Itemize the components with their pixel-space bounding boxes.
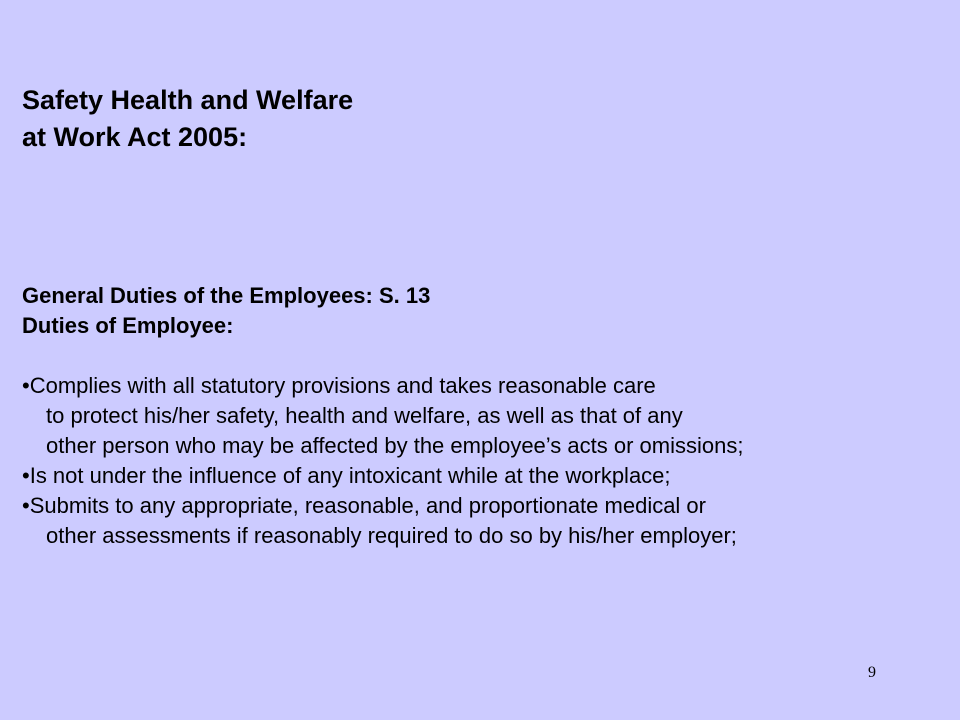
bullet-line: •Complies with all statutory provisions and takes reasonable care <box>22 373 656 398</box>
bullet-item <box>22 461 942 491</box>
spacer <box>22 341 942 371</box>
title-line-1: Safety Health and Welfare <box>22 85 354 115</box>
section-heading: General Duties of the Employees: S. 13 <box>22 283 431 308</box>
bullet-line: other assessments if reasonably required to do so by his/her employer; <box>46 523 737 548</box>
bullet-line: •Is not under the influence of any intoxicant while at the workplace; <box>22 463 671 488</box>
bullet-item <box>22 491 942 551</box>
slide-title <box>22 82 722 156</box>
slide-body <box>22 281 942 551</box>
title-line-2: at Work Act 2005: <box>22 122 248 152</box>
section-subheading: Duties of Employee: <box>22 313 234 338</box>
bullet-item <box>22 371 942 461</box>
page-number: 9 <box>868 664 876 681</box>
bullet-line: •Submits to any appropriate, reasonable, and proportionate medical or <box>22 493 706 518</box>
bullet-line: to protect his/her safety, health and welfare, as well as that of any <box>46 403 683 428</box>
bullet-line: other person who may be affected by the employee’s acts or omissions; <box>46 433 744 458</box>
